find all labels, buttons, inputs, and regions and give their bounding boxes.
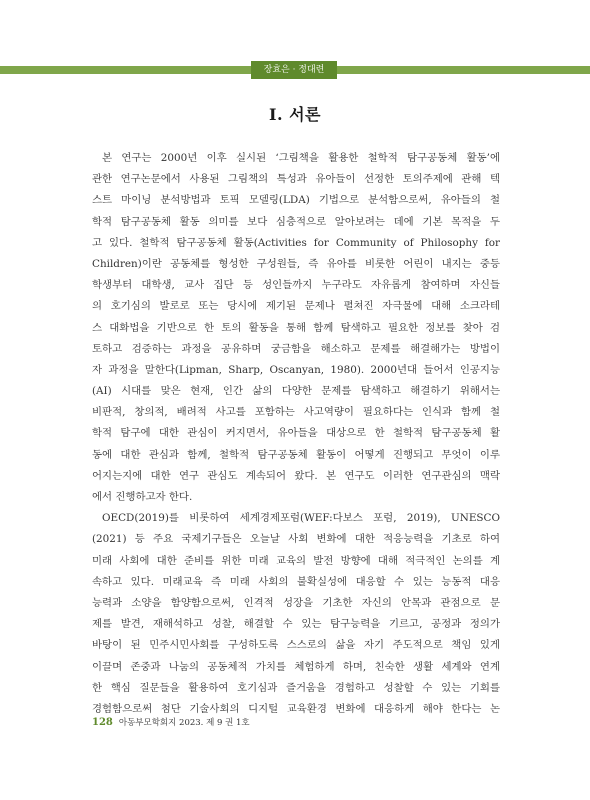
text-line: 스 대화법을 기반으로 한 토의 활동을 통해 함께 탐색하고 필요한 정보를 찾아 검 bbox=[92, 321, 500, 334]
text-line: 한 핵심 질문들을 활용하여 호기심과 즐거움을 경험하고 성찰할 수 있는 기회를 bbox=[92, 681, 500, 694]
text-line: 동에 대한 관심과 함께, 철학적 탐구공동체 활동이 어떻게 진행되고 무엇이 이루 bbox=[92, 448, 500, 461]
text-line: 바탕이 된 민주시민사회를 구성하도록 스스로의 삶을 자기 주도적으로 책임 있게 bbox=[92, 639, 500, 652]
paragraph-2 bbox=[92, 508, 500, 720]
text-line: Children)이란 공동체를 형성한 구성원들, 즉 유아를 비롯한 어린이 내지는 중등 bbox=[92, 257, 500, 270]
page-footer bbox=[92, 716, 250, 728]
body-text bbox=[92, 148, 500, 720]
text-line: 본 연구는 2000년 이후 실시된 ‘그림책을 활용한 철학적 탐구공동체 활동’에 bbox=[102, 152, 500, 164]
text-line: OECD(2019)를 비롯하여 세계경제포럼(WEF:다보스 포럼, 2019), UNESCO bbox=[102, 512, 500, 525]
text-line: 학생부터 대학생, 교사 집단 등 성인들까지 누구라도 자유롭게 참여하며 자신들 bbox=[92, 279, 500, 292]
running-header-authors: 장효은 · 정대련 bbox=[251, 61, 337, 79]
text-line: 토하고 검증하는 과정을 공유하며 궁금함을 해소하고 문제를 해결해가는 방법이 bbox=[92, 342, 500, 355]
text-line: 관한 연구논문에서 사용된 그림책의 특성과 유아들이 선정한 토의주제에 관해 텍 bbox=[92, 173, 500, 186]
text-line: 학적 탐구에 대한 관심이 커지면서, 유아들을 대상으로 한 철학적 탐구공동체 활 bbox=[92, 427, 500, 440]
text-line: 의 호기심의 발로로 또는 당시에 제기된 문제나 펼쳐진 자극물에 대해 소크라테 bbox=[92, 300, 500, 313]
text-line: 이끌며 존중과 나눔의 공동체적 가치를 체험하게 하며, 친숙한 생활 세계와 연계 bbox=[92, 660, 500, 673]
text-line: 자 과정을 말한다(Lipman, Sharp, Oscanyan, 1980). 2000년대 들어서 인공지능 bbox=[92, 363, 500, 376]
text-line: 에서 진행하고자 한다. bbox=[92, 491, 193, 503]
section-title: Ⅰ. 서론 bbox=[268, 105, 322, 124]
text-line: 어지는지에 대한 연구 관심도 계속되어 왔다. 본 연구도 이러한 연구관심의 맥락 bbox=[92, 469, 500, 482]
text-line: 능력과 소양을 함양함으로써, 인격적 성장을 기초한 자신의 안목과 관점으로 문 bbox=[92, 596, 500, 609]
text-line: 속하고 있다. 미래교육 즉 미래 사회의 불확실성에 대응할 수 있는 능동적 대응 bbox=[92, 575, 500, 588]
text-line: (AI) 시대를 맞은 현재, 인간 삶의 다양한 문제를 탐색하고 해결하기 위해서는 bbox=[92, 385, 500, 398]
text-line: 제를 발견, 재해석하고 성찰, 해결할 수 있는 탐구능력을 기르고, 공정과 정의가 bbox=[92, 618, 500, 631]
text-line: (2021) 등 주요 국제기구들은 오늘날 사회 변화에 대한 적응능력을 기초로 하여 bbox=[92, 533, 500, 546]
text-line: 스트 마이닝 분석방법과 토픽 모델링(LDA) 기법으로 분석함으로써, 유아들의 철 bbox=[92, 194, 500, 207]
text-line: 학적 탐구공동체 활동 의미를 보다 심층적으로 알아보려는 데에 기본 목적을 두 bbox=[92, 215, 500, 228]
paragraph-1 bbox=[92, 148, 500, 508]
page-number: 128 bbox=[92, 717, 113, 728]
text-line: 비판적, 창의적, 배려적 사고를 포함하는 사고역량이 필요하다는 인식과 함께 철 bbox=[92, 406, 500, 419]
journal-citation: 아동부모학회지 2023. 제 9 권 1호 bbox=[118, 718, 250, 728]
text-line: 경험함으로써 첨단 기술사회의 디지털 교육환경 변화에 대응하게 해야 한다는 논 bbox=[92, 702, 500, 715]
text-line: 고 있다. 철학적 탐구공동체 활동(Activities for Community of Philosophy for bbox=[92, 236, 500, 249]
text-line: 미래 사회에 대한 준비를 위한 미래 교육의 발전 방향에 대해 적극적인 논의를 계 bbox=[92, 554, 500, 567]
